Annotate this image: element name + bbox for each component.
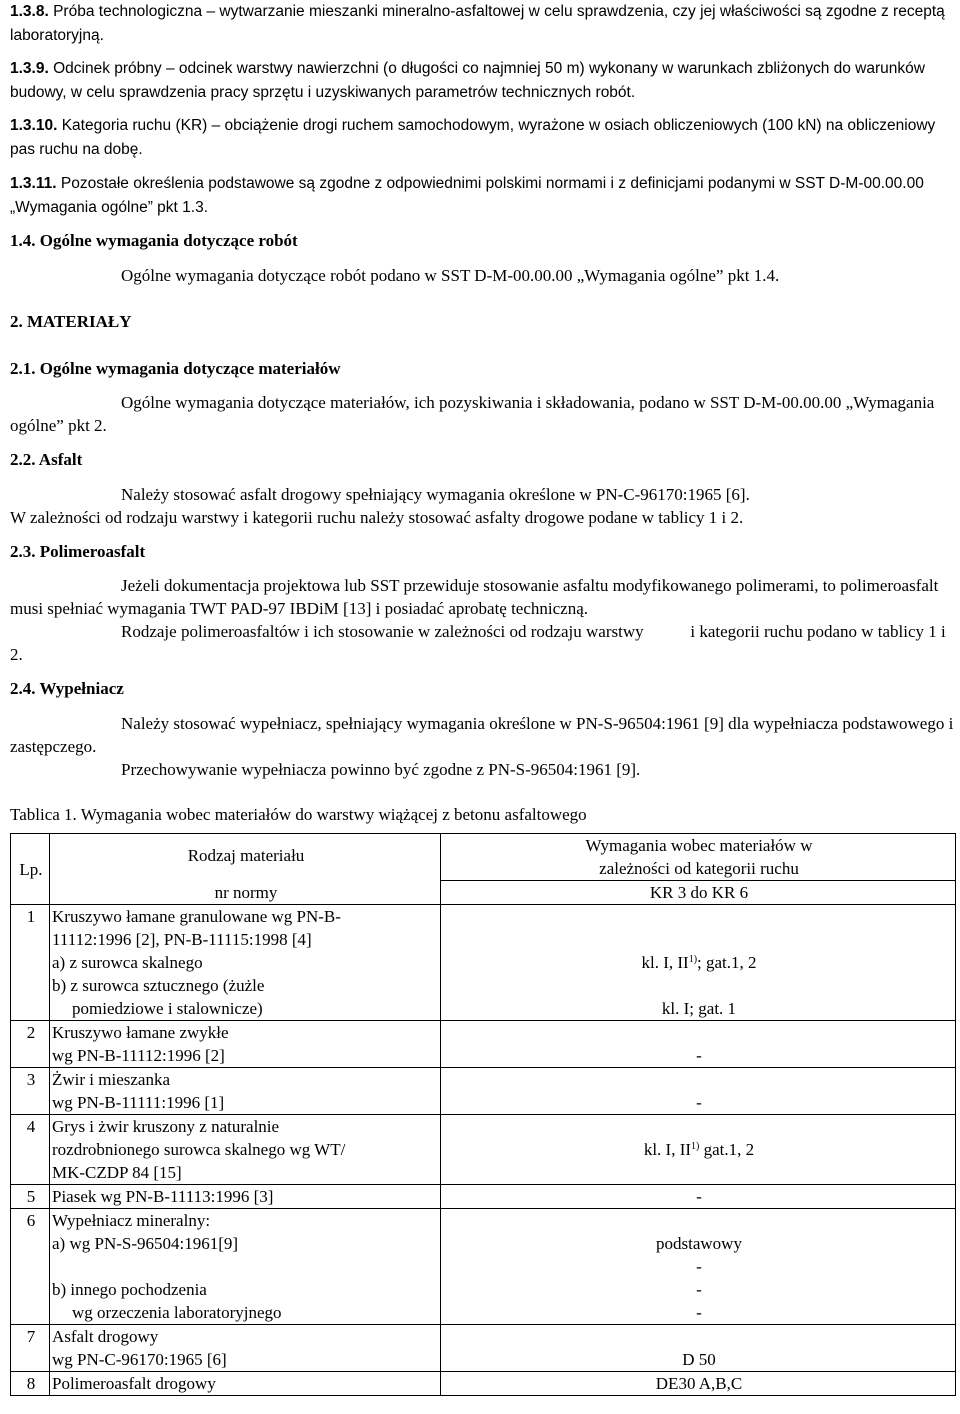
- row-material: [50, 1068, 441, 1115]
- header-lp: Lp.: [11, 834, 50, 905]
- material-line: Żwir i mieszanka: [52, 1070, 171, 1089]
- table-header-row: [11, 834, 956, 881]
- row-requirement: -: [441, 1185, 956, 1209]
- definition-1-3-10: [10, 114, 955, 162]
- definition-text: Pozostałe określenia podstawowe są zgodne z odpowiednimi polskimi normami i z definicjami podanymi w SST D-M-00.00.00 „Wymagania ogólne” pkt 1.3.: [10, 175, 924, 216]
- table-row: [11, 1021, 956, 1068]
- material-line: Kruszywo łamane zwykłe: [52, 1023, 229, 1042]
- requirement-line: podstawowy: [656, 1234, 742, 1253]
- row-requirement: -: [441, 1021, 956, 1068]
- material-line: pomiedziowe i stalownicze): [72, 999, 263, 1018]
- row-material: [50, 1209, 441, 1325]
- row-material: Piasek wg PN-B-11113:1996 [3]: [50, 1185, 441, 1209]
- definition-text: Kategoria ruchu (KR) – obciążenie drogi ruchem samochodowym, wyrażone w osiach obliczeniowych (100 kN) na obliczeniowy pas ruchu na dobę.: [10, 117, 936, 158]
- materials-requirements-table: [10, 833, 956, 1396]
- material-line: wg orzeczenia laboratoryjnego: [72, 1303, 282, 1322]
- row-lp: 5: [11, 1185, 50, 1209]
- row-material: [50, 1115, 441, 1185]
- table-row: [11, 1325, 956, 1372]
- header-material: Rodzaj materiału: [50, 834, 441, 881]
- heading-1-4: 1.4. Ogólne wymagania dotyczące robót: [10, 231, 298, 250]
- row-lp: 6: [11, 1209, 50, 1325]
- header-kr: KR 3 do KR 6: [441, 881, 956, 905]
- row-requirement: DE30 A,B,C: [441, 1372, 956, 1396]
- row-material: [50, 1325, 441, 1372]
- row-lp: 3: [11, 1068, 50, 1115]
- table-row: [11, 1209, 956, 1325]
- material-line: wg PN-B-11111:1996 [1]: [52, 1093, 225, 1112]
- paragraph-2-2-b: W zależności od rodzaju warstwy i kategorii ruchu należy stosować asfalty drogowe podane w tablicy 1 i 2.: [10, 508, 744, 527]
- paragraph-2-4-a: Należy stosować wypełniacz, spełniający wymagania określone w PN-S-96504:1961 [9] dla wypełniacza podstawowego i zastępczego.: [10, 714, 954, 756]
- paragraph-2-4-b: Przechowywanie wypełniacza powinno być zgodne z PN-S-96504:1961 [9].: [121, 760, 641, 779]
- row-requirement: kl. I, II$^{1)}$ gat.1, 2: [441, 1115, 956, 1185]
- paragraph-2-1: Ogólne wymagania dotyczące materiałów, ich pozyskiwania i składowania, podano w SST D-M-00.00.00 „Wymagania ogólne” pkt 2.: [10, 393, 935, 435]
- row-requirement: -: [441, 1068, 956, 1115]
- definition-1-3-8: [10, 0, 955, 48]
- requirement-line: -: [696, 1280, 702, 1299]
- material-line: rozdrobnionego surowca skalnego wg WT/: [52, 1140, 346, 1159]
- heading-2-2: 2.2. Asfalt: [10, 450, 83, 469]
- row-requirement: D 50: [441, 1325, 956, 1372]
- section-number: 1.3.9.: [10, 60, 49, 77]
- requirement-line: kl. I; gat. 1: [661, 999, 737, 1018]
- heading-2-1: 2.1. Ogólne wymagania dotyczące materiałów: [10, 359, 341, 378]
- row-lp: 4: [11, 1115, 50, 1185]
- definition-1-3-9: [10, 57, 955, 105]
- row-lp: 1: [11, 905, 50, 1021]
- row-material: Polimeroasfalt drogowy: [50, 1372, 441, 1396]
- header-requirements-line1: Wymagania wobec materiałów w: [585, 836, 813, 855]
- heading-2-4: 2.4. Wypełniacz: [10, 679, 124, 698]
- material-line: MK-CZDP 84 [15]: [52, 1163, 182, 1182]
- table-caption: Tablica 1. Wymagania wobec materiałów do warstwy wiążącej z betonu asfaltowego: [10, 805, 587, 824]
- table-row: [11, 1068, 956, 1115]
- heading-2-3: 2.3. Polimeroasfalt: [10, 542, 146, 561]
- material-line: Grys i żwir kruszony z naturalnie: [52, 1117, 280, 1136]
- definition-text: Próba technologiczna – wytwarzanie mieszanki mineralno-asfaltowej w celu sprawdzenia, czy jej właściwości są zgodne z receptą laboratoryjną.: [10, 3, 945, 44]
- material-line: wg PN-C-96170:1965 [6]: [52, 1350, 227, 1369]
- material-line: a) wg PN-S-96504:1961[9]: [52, 1234, 239, 1253]
- table-row: [11, 1115, 956, 1185]
- material-line: b) z surowca sztucznego (żużle: [52, 976, 265, 995]
- section-number: 1.3.8.: [10, 3, 49, 20]
- section-number: 1.3.10.: [10, 117, 58, 134]
- material-line: 11112:1996 [2], PN-B-11115:1998 [4]: [52, 930, 312, 949]
- table-row: [11, 1185, 956, 1209]
- paragraph-2-3-b: Rodzaje polimeroasfaltów i ich stosowanie w zależności od rodzaju warstwy i kategorii ruchu podano w tablicy 1 i 2.: [10, 622, 950, 664]
- row-material: [50, 905, 441, 1021]
- row-lp: 7: [11, 1325, 50, 1372]
- material-line: wg PN-B-11112:1996 [2]: [52, 1046, 225, 1065]
- row-lp: 2: [11, 1021, 50, 1068]
- table-row: [11, 905, 956, 1021]
- row-requirement: [441, 1209, 956, 1325]
- material-line: Kruszywo łamane granulowane wg PN-B-: [52, 907, 341, 926]
- material-line: Asfalt drogowy: [52, 1327, 159, 1346]
- table-subheader-row: [11, 881, 956, 905]
- requirement-line: kl. I, II$^{1)}$; gat.1, 2: [641, 953, 757, 972]
- section-number: 1.3.11.: [10, 175, 57, 192]
- material-line: b) innego pochodzenia: [52, 1280, 207, 1299]
- header-norm: nr normy: [214, 882, 278, 902]
- requirement-line: -: [696, 1303, 702, 1322]
- definition-text: Odcinek próbny – odcinek warstwy nawierzchni (o długości co najmniej 50 m) wykonany w warunkach zbliżonych do warunków budowy, w celu sprawdzenia pracy sprzętu i uzyskiwanych parametrów technicznych robót.: [10, 60, 925, 101]
- paragraph-2-2-a: Należy stosować asfalt drogowy spełniający wymagania określone w PN-C-96170:1965 [6].: [121, 485, 750, 504]
- material-line: a) z surowca skalnego: [52, 953, 203, 972]
- material-line: Wypełniacz mineralny:: [52, 1211, 211, 1230]
- requirement-line: -: [696, 1257, 702, 1276]
- definition-1-3-11: [10, 172, 955, 220]
- table-row: [11, 1372, 956, 1396]
- header-requirements-line2: zależności od kategorii ruchu: [599, 859, 799, 878]
- heading-2-materials: 2. MATERIAŁY: [10, 312, 132, 331]
- header-requirements: [441, 834, 956, 881]
- row-requirement: [441, 905, 956, 1021]
- row-lp: 8: [11, 1372, 50, 1396]
- paragraph-2-3-a: Jeżeli dokumentacja projektowa lub SST przewiduje stosowanie asfaltu modyfikowanego polimerami, to polimeroasfalt musi spełniać wymagania TWT PAD-97 IBDiM [13] i posiadać aprobatę techniczną.: [10, 576, 939, 618]
- row-material: [50, 1021, 441, 1068]
- paragraph-1-4: Ogólne wymagania dotyczące robót podano w SST D-M-00.00.00 „Wymagania ogólne” pkt 1.4.: [121, 266, 780, 285]
